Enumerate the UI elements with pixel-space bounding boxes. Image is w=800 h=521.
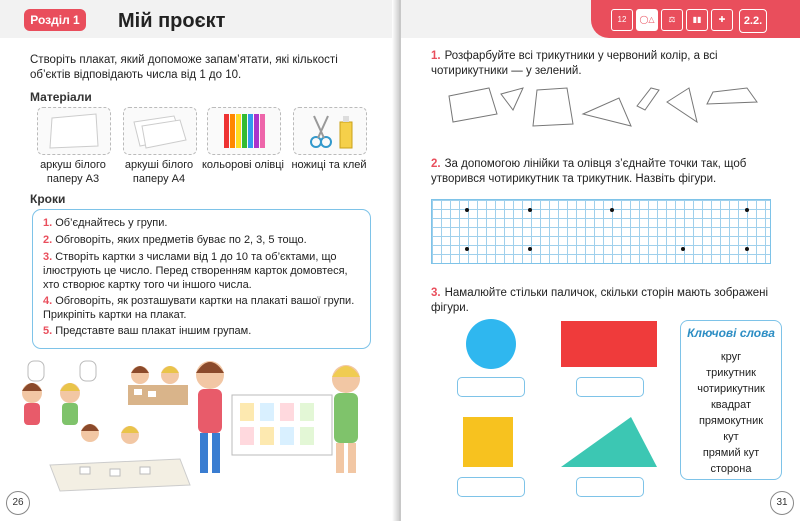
grid-point (681, 247, 685, 251)
keywords-box (680, 320, 782, 480)
yellow-square (463, 417, 517, 469)
paper-sheet-icon (38, 108, 110, 154)
section-badge: Розділ 1 (24, 9, 86, 31)
dot-grid (431, 199, 771, 264)
colored-pencils-icon (208, 108, 280, 154)
numbers-icon: 12 (611, 9, 633, 31)
grid-point (610, 208, 614, 212)
right-page (401, 0, 800, 521)
page-number: 26 (6, 491, 30, 515)
grid-point (465, 208, 469, 212)
scissors-glue-icon (294, 108, 366, 154)
teal-triangle (561, 417, 661, 469)
chart-icon: ▮▮ (686, 9, 708, 31)
keyword: круг (720, 351, 742, 363)
thinking-girls-group (22, 361, 96, 425)
left-page (0, 0, 399, 521)
grid-point (528, 247, 532, 251)
keywords-title: Ключові слова (687, 326, 775, 340)
kids-on-floor-group (50, 424, 190, 491)
answer-box-square[interactable] (457, 477, 525, 497)
steps-box (32, 209, 371, 349)
keyword: прямокутник (698, 415, 764, 427)
red-rectangle (561, 321, 659, 369)
measure-icon: ⚖ (661, 9, 683, 31)
task-1: 1. Розфарбуйте всі трикутники у червоний колір, а всі чотирикутники — у зелений. (431, 50, 718, 77)
material-label: аркуш білого паперу А3 (40, 159, 106, 185)
competency-icons (611, 9, 733, 31)
answer-box-triangle[interactable] (576, 477, 644, 497)
keyword: кут (723, 431, 739, 443)
unit-badge: 2.2. (739, 9, 767, 33)
keyword: сторона (710, 463, 752, 475)
grid-point (745, 208, 749, 212)
grid-point (745, 247, 749, 251)
kids-at-table-group (128, 366, 188, 405)
paper-stack-icon (124, 108, 196, 154)
material-a3-paper-image (37, 107, 111, 155)
girls-with-poster-group (196, 361, 360, 473)
shapes-to-color (441, 84, 761, 134)
puzzle-icon: ✚ (711, 9, 733, 31)
answer-box-rectangle[interactable] (576, 377, 644, 397)
step-item: 5. Представте ваш плакат іншим групам. (43, 325, 252, 337)
materials-heading: Матеріали (30, 90, 92, 104)
material-label: аркуші білого паперу А4 (124, 159, 194, 185)
keyword: квадрат (710, 399, 752, 411)
material-label: кольорові олівці (202, 159, 284, 171)
page-title: Мій проєкт (118, 10, 226, 32)
keyword: чотирикутник (697, 383, 765, 395)
step-item: 2. Обговоріть, яких предметів буває по 2, 3, 5 тощо. (43, 234, 307, 246)
step-item: 4. Обговоріть, як розташувати картки на плакаті вашої групи. Прикріпіть картки на плакат. (43, 295, 355, 321)
task-2: 2. За допомогою лінійки та олівця з’єднайте точки так, щоб утворився чотирикутник та трикутник. Назвіть фігури. (431, 158, 747, 185)
blue-circle (461, 318, 525, 370)
task-3: 3. Намалюйте стільки паличок, скільки сторін мають зображені фігури. (431, 287, 769, 314)
keyword: прямий кут (702, 447, 760, 459)
steps-heading: Кроки (30, 192, 66, 206)
grid-point (528, 208, 532, 212)
intro-text: Створіть плакат, який допоможе запам’ятати, які кількості об’єктів відповідають числа від 1 до 10. (30, 54, 338, 81)
material-a4-paper-image (123, 107, 197, 155)
step-item: 1. Об’єднайтесь у групи. (43, 217, 168, 229)
answer-box-circle[interactable] (457, 377, 525, 397)
material-scissors-glue-image (293, 107, 367, 155)
grid-point (465, 247, 469, 251)
keyword: трикутник (706, 367, 756, 379)
material-label: ножиці та клей (291, 159, 367, 171)
page-number: 31 (770, 491, 794, 515)
children-poster-illustration (10, 355, 390, 495)
material-pencils-image (207, 107, 281, 155)
shapes-icon: ◯△ (636, 9, 658, 31)
step-item: 3. Створіть картки з числами від 1 до 10 та об’єктами, що ілюструють це число. Перед створенням карток домовтеся, хто створює картку того чи іншого числа. (43, 251, 348, 291)
